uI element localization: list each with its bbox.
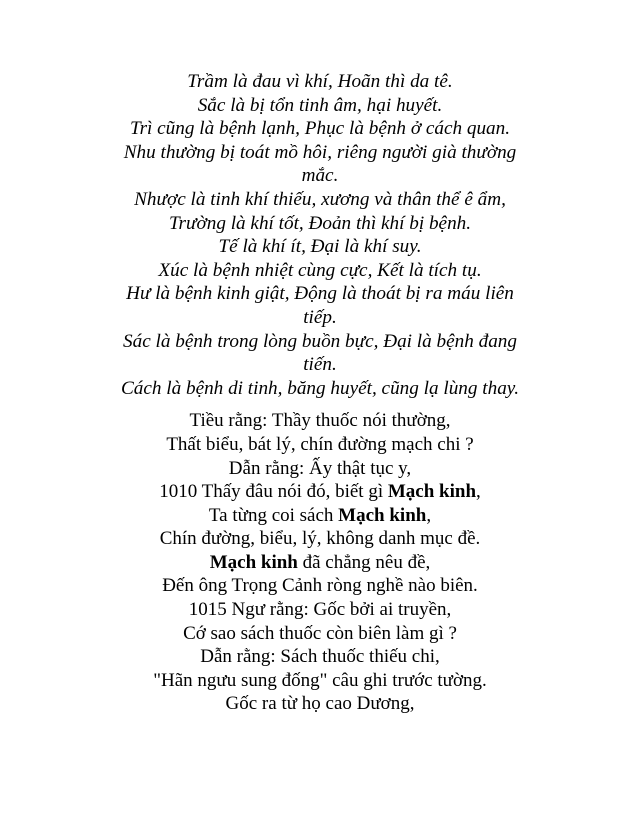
prose-line: Trầm là đau vì khí, Hoãn thì da tê.: [187, 71, 453, 92]
verse-text: ,: [476, 481, 481, 503]
verse-text: Ta từng coi sách: [208, 504, 339, 526]
prose-line: Trì cũng là bệnh lạnh, Phục là bệnh ở cách quan.: [129, 118, 511, 140]
verse-line: "Hãn ngưu sung đống" câu ghi trước tường.: [153, 669, 487, 691]
verse-line: Chín đường, biểu, lý, không danh mục đề.: [159, 528, 481, 550]
document-page: [84, 70, 556, 716]
verse-line: Dẫn rằng: Ấy thật tục y,: [228, 457, 412, 479]
verse-line: Thất biểu, bát lý, chín đường mạch chi ?: [166, 433, 474, 455]
prose-line: Trường là khí tốt, Đoản thì khí bị bệnh.: [168, 212, 472, 234]
book-title-bold: Mạch kinh: [209, 551, 298, 573]
prose-line: mắc.: [301, 165, 339, 187]
prose-line: tiếp.: [303, 306, 337, 328]
verse-text: ,: [426, 504, 432, 526]
verse-block: [84, 409, 556, 716]
verse-line: [84, 504, 556, 528]
verse-text: đã chẳng nêu đề,: [297, 551, 431, 573]
verse-line: Đến ông Trọng Cảnh ròng nghề nào biên.: [162, 575, 478, 597]
prose-line: Tế là khí ít, Đại là khí suy.: [218, 236, 422, 258]
verse-line: [84, 551, 556, 575]
verse-line: [84, 480, 556, 504]
block-spacer: [84, 400, 556, 409]
verse-text: 1010 Thấy đâu nói đó, biết gì: [159, 481, 388, 503]
prose-line: Cách là bệnh di tinh, băng huyết, cũng lạ lùng thay.: [120, 377, 520, 399]
verse-line: Gốc ra từ họ cao Dương,: [225, 693, 415, 715]
prose-line: Nhược là tinh khí thiếu, xương và thân thể ê ẩm,: [134, 188, 506, 210]
verse-line: 1015 Ngư rằng: Gốc bởi ai truyền,: [188, 599, 452, 621]
book-title-bold: Mạch kinh: [338, 504, 427, 526]
book-title-bold: Mạch kinh: [387, 481, 477, 503]
prose-line: Nhu thường bị toát mồ hôi, riêng người già thường: [123, 141, 517, 163]
prose-line: tiến.: [303, 354, 337, 376]
prose-line: Sác là bệnh trong lòng buồn bực, Đại là bệnh đang: [123, 330, 517, 352]
prose-line: Hư là bệnh kinh giật, Động là thoát bị ra máu liên: [126, 283, 514, 305]
italic-prose-block: [84, 70, 556, 400]
prose-line: Sắc là bị tổn tinh âm, hại huyết.: [197, 94, 443, 116]
verse-line: Tiều rằng: Thầy thuốc nói thường,: [189, 410, 451, 432]
prose-line: Xúc là bệnh nhiệt cùng cực, Kết là tích tụ.: [158, 259, 482, 281]
verse-line: Dẫn rằng: Sách thuốc thiếu chi,: [200, 646, 440, 668]
verse-line: Cớ sao sách thuốc còn biên làm gì ?: [183, 622, 457, 644]
